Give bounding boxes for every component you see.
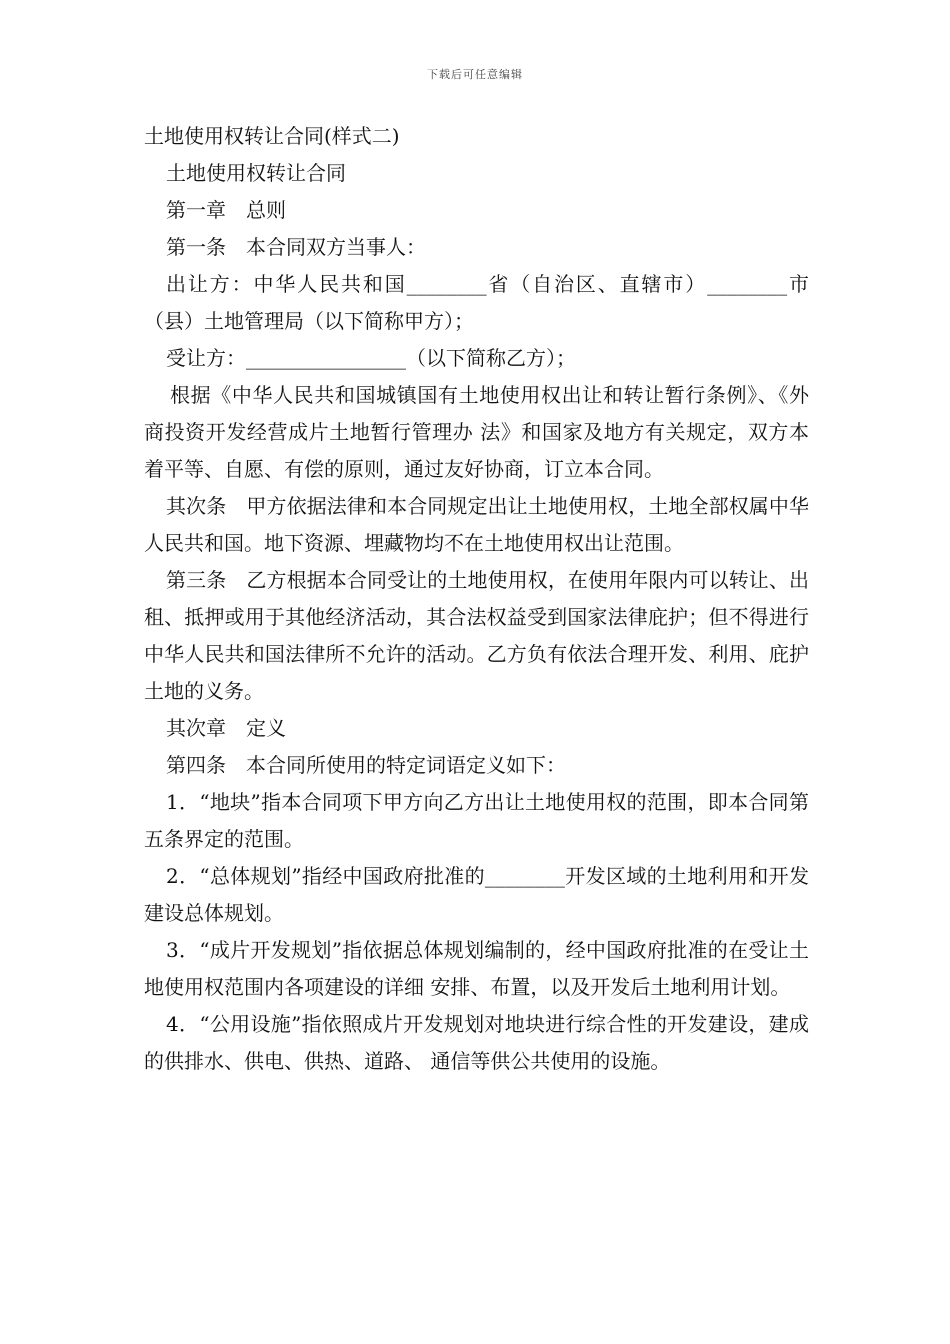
basis-paragraph: 根据《中华人民共和国城镇国有土地使用权出让和转让暂行条例》、《外商投资开发经营成片土地暂行管理办 法》和国家及地方有关规定，双方本着平等、自愿、有偿的原则，通过友好协商，订立本合同。 [144, 383, 809, 481]
chapter-2-heading: 其次章 定义 [166, 716, 286, 740]
party-a-clause: 出让方：中华人民共和国________省（自治区、直辖市）________市（县）土地管理局（以下简称甲方）； [144, 272, 809, 333]
document-title: 土地使用权转让合同(样式二) [144, 124, 400, 148]
article-1: 第一条 本合同双方当事人： [166, 235, 426, 259]
article-3: 第三条 乙方根据本合同受让的土地使用权，在使用年限内可以转让、出租、抵押或用于其他经济活动，其合法权益受到国家法律庇护；但不得进行中华人民共和国法律所不允许的活动。乙方负有依法合理开发、利用、庇护土地的义务。 [144, 568, 809, 703]
definition-2: 2．“总体规划”指经中国政府批准的________开发区域的土地利用和开发建设总体规划。 [144, 864, 809, 925]
page-header-note: 下载后可任意编辑 [427, 68, 523, 81]
definition-3: 3．“成片开发规划”指依据总体规划编制的，经中国政府批准的在受让土地使用权范围内各项建设的详细 安排、布置，以及开发后土地利用计划。 [144, 938, 809, 999]
article-2: 其次条 甲方依据法律和本合同规定出让土地使用权，土地全部权属中华人民共和国。地下资源、埋藏物均不在土地使用权出让范围。 [144, 494, 809, 555]
document-subtitle: 土地使用权转让合同 [166, 161, 346, 185]
chapter-1-heading: 第一章 总则 [166, 198, 286, 222]
article-4: 第四条 本合同所使用的特定词语定义如下： [166, 753, 566, 777]
definition-4: 4．“公用设施”指依照成片开发规划对地块进行综合性的开发建设，建成的供排水、供电、供热、道路、 通信等供公共使用的设施。 [144, 1012, 809, 1073]
contract-body [144, 118, 809, 1080]
party-b-clause: 受让方：________________（以下简称乙方）； [166, 346, 576, 370]
definition-1: 1．“地块”指本合同项下甲方向乙方出让土地使用权的范围，即本合同第五条界定的范围。 [144, 790, 809, 851]
